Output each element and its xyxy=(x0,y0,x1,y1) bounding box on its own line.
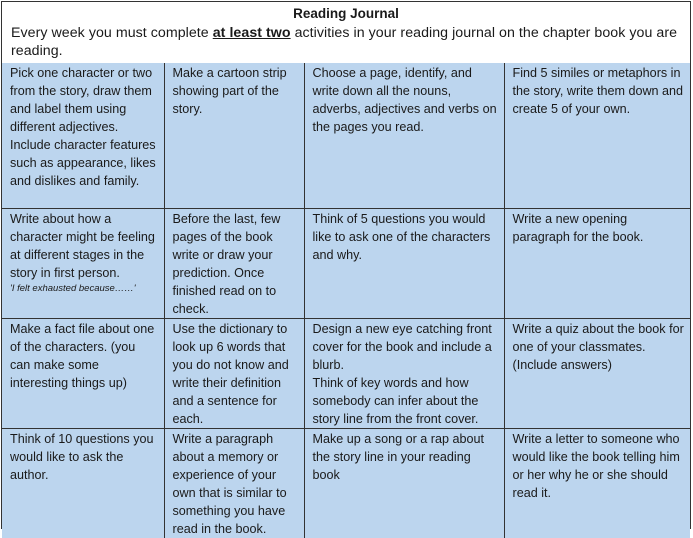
journal-header xyxy=(2,2,690,64)
example-sentence: 'I felt exhausted because……' xyxy=(10,282,136,294)
activity-cell: Write a new opening paragraph for the book. xyxy=(504,208,690,318)
activity-cell: Write a letter to someone who would like the book telling him or her why he or she should read it. xyxy=(504,428,690,538)
activity-cell xyxy=(304,318,504,428)
activity-cell: Make up a song or a rap about the story line in your reading book xyxy=(304,428,504,538)
activity-text: Design a new eye catching front cover for the book and include a blurb. xyxy=(312,321,492,372)
instructions-emphasis: at least two xyxy=(212,25,291,41)
activity-cell: Write a quiz about the book for one of your classmates. (Include answers) xyxy=(504,318,690,428)
instructions-text xyxy=(11,24,683,60)
activity-text: Think of key words and how somebody can infer about the story line from the front cover. xyxy=(312,375,479,426)
table-row xyxy=(2,428,690,538)
activity-cell: Write a paragraph about a memory or experience of your own that is similar to something you have read in the book. xyxy=(164,428,304,538)
activity-cell xyxy=(2,208,164,318)
activity-cell: Pick one character or two from the story, draw them and label them using different adjectives. Include character features such as appearance, likes and dislikes and family. xyxy=(2,63,164,208)
activity-cell: Find 5 similes or metaphors in the story, write them down and create 5 of your own. xyxy=(504,63,690,208)
activity-cell: Choose a page, identify, and write down all the nouns, adverbs, adjectives and verbs on the pages you read. xyxy=(304,63,504,208)
reading-journal xyxy=(1,1,691,536)
table-row xyxy=(2,208,690,318)
activity-cell: Think of 5 questions you would like to ask one of the characters and why. xyxy=(304,208,504,318)
activity-grid xyxy=(2,63,690,538)
table-row xyxy=(2,318,690,428)
activity-cell: Make a fact file about one of the characters. (you can make some interesting things up) xyxy=(2,318,164,428)
activity-text: Write about how a character might be feeling at different stages in the story in first person. xyxy=(10,211,155,280)
activity-cell: Make a cartoon strip showing part of the story. xyxy=(164,63,304,208)
table-row xyxy=(2,63,690,208)
activity-cell: Think of 10 questions you would like to ask the author. xyxy=(2,428,164,538)
page-title: Reading Journal xyxy=(293,6,399,21)
activity-cell: Use the dictionary to look up 6 words that you do not know and write their definition and a sentence for each. xyxy=(164,318,304,428)
activity-cell: Before the last, few pages of the book write or draw your prediction. Once finished read on to check. xyxy=(164,208,304,318)
instructions-end: activities in your reading journal on the chapter book you are reading. xyxy=(11,25,678,59)
instructions-start: Every week you must complete xyxy=(11,25,213,41)
